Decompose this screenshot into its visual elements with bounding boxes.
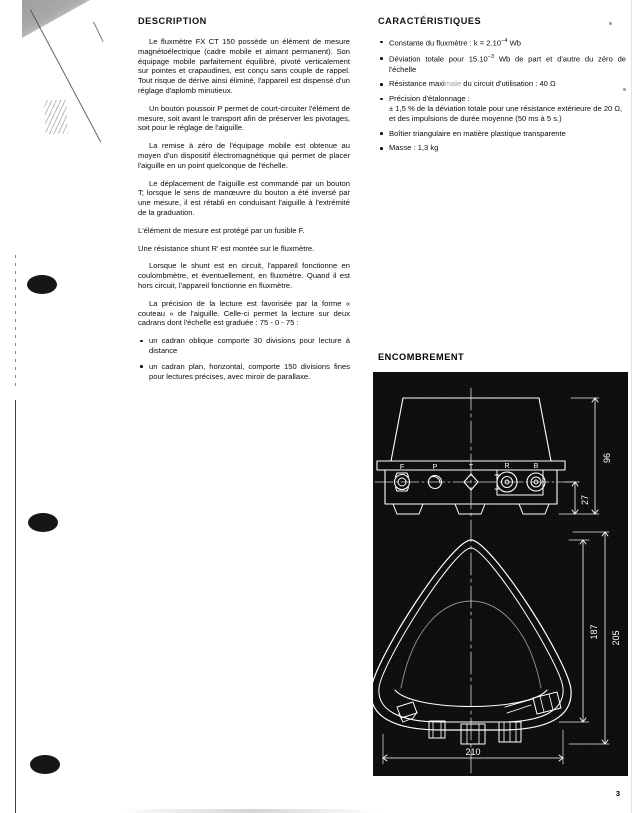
- list-item-resistance: [378, 79, 626, 89]
- list-item-deviation: [378, 53, 626, 74]
- spec-text: Déviation totale pour 15.10: [389, 54, 488, 64]
- description-heading: DESCRIPTION: [138, 16, 207, 26]
- control-label-f: F: [399, 464, 405, 471]
- page-corner-fold-artifact: [22, 0, 90, 38]
- page-fold-crease-line-secondary: [93, 22, 104, 42]
- description-paragraph: Une résistance shunt R' est montée sur le fluxmètre.: [138, 243, 315, 253]
- page-number: 3: [615, 789, 620, 798]
- scan-smudge-artifact: [44, 99, 68, 134]
- description-paragraph: Lorsque le shunt est en circuit, l'appareil fonctionne en coulombmètre, et éventuellement, en fluxmètre. Quand il est hors circuit, l'appareil fonctionne en fluxmètre.: [138, 261, 350, 290]
- binder-hole-punch-mark: [28, 513, 58, 532]
- spec-unit: Wb: [507, 38, 521, 48]
- list-item-boitier: Boîtier triangulaire en matière plastique transparente: [378, 129, 626, 139]
- dimension-label-187: 187: [589, 624, 599, 640]
- spec-exponent: −3: [487, 54, 495, 61]
- description-bullet-list: [138, 336, 350, 381]
- spec-exponent: −4: [501, 38, 508, 44]
- list-item-constante: [378, 37, 626, 48]
- spec-unit: Wb de part et d'autre du zéro de l'échelle: [389, 54, 627, 74]
- control-label-p: P: [432, 464, 438, 471]
- binding-edge-line: [15, 400, 16, 813]
- control-label-b: B: [533, 463, 539, 470]
- spec-text: Précision d'étalonnage :: [389, 94, 470, 104]
- dimension-label-210: 210: [465, 747, 481, 757]
- spec-text: Constante du fluxmètre : k = 2.10: [389, 38, 502, 48]
- binder-hole-punch-mark: [27, 275, 57, 294]
- list-item-precision: [378, 94, 626, 123]
- description-paragraph: Le fluxmètre FX CT 150 possède un élément de mesure magnétoélectrique (cadre mobile et aimant permanent). Son équipage mobile parfaitement équilibré, pivoté verticalement sur pointes et crapaudines, est conçu sans couple de rappel. Tout risque de dérive ainsi éliminé, l'appareil est dispensé d'un réglage d'aplomb minutieux.: [138, 37, 350, 95]
- description-paragraph: Le déplacement de l'aiguille est commandé par un bouton T; lorsque le sens de manœuvre du bouton a été inversé par une mesure, il est rétabli en conduisant l'aiguille à l'extrémité de la graduation.: [138, 178, 350, 217]
- dimension-label-96: 96: [602, 452, 612, 464]
- caracteristiques-list: [378, 37, 626, 153]
- encombrement-technical-drawing: [373, 372, 628, 776]
- description-paragraph: Un bouton poussoir P permet de court-circuiter l'élément de mesure, soit avant le transport afin de préserver les pivotages, soit pour le réglage de l'aiguille.: [138, 103, 350, 133]
- drawing-svg: [373, 372, 628, 776]
- binding-edge-dotted-line: [15, 255, 16, 390]
- control-label-t: T: [468, 464, 474, 471]
- spec-unit: du circuit d'utilisation : 40 Ω: [461, 79, 556, 89]
- list-item-masse: Masse : 1,3 kg: [378, 143, 626, 153]
- encombrement-heading: ENCOMBREMENT: [378, 352, 465, 362]
- description-paragraph: La précision de la lecture est favorisée par la forme « couteau » de l'aiguille. Celle-ci permet la lecture sur deux cadrans dont l'échelle est graduée : 75 - 0 - 75 :: [138, 298, 350, 328]
- dimension-label-27: 27: [580, 494, 590, 506]
- list-item: un cadran plan, horizontal, comporte 150 divisions fines pour lectures précises, avec miroir de parallaxe.: [138, 362, 350, 382]
- list-item: un cadran oblique comporte 30 divisions pour lecture à distance: [138, 336, 350, 356]
- spec-detail: ± 1,5 % de la déviation totale pour une résistance extérieure de 20 Ω, et des impulsions de durée moyenne (50 ms à 5 s.): [389, 104, 623, 123]
- page-right-edge: [631, 0, 632, 813]
- description-paragraph: L'élément de mesure est protégé par un fusible F.: [138, 225, 305, 235]
- control-label-r: R: [504, 463, 510, 470]
- caracteristiques-heading: CARACTÉRISTIQUES: [378, 16, 482, 26]
- caracteristiques-column: [378, 16, 626, 158]
- spec-text: Résistance maxi: [389, 79, 445, 89]
- description-column: [138, 16, 350, 387]
- description-paragraph: La remise à zéro de l'équipage mobile est obtenue au moyen d'un dispositif électromagnétique qui permet de placer l'aiguille en un point quelconque de l'échelle.: [138, 141, 350, 170]
- scan-bottom-smudge: [120, 809, 380, 813]
- spec-text-faded: male: [444, 79, 462, 89]
- dimension-label-205: 205: [611, 630, 621, 646]
- binder-hole-punch-mark: [30, 755, 60, 774]
